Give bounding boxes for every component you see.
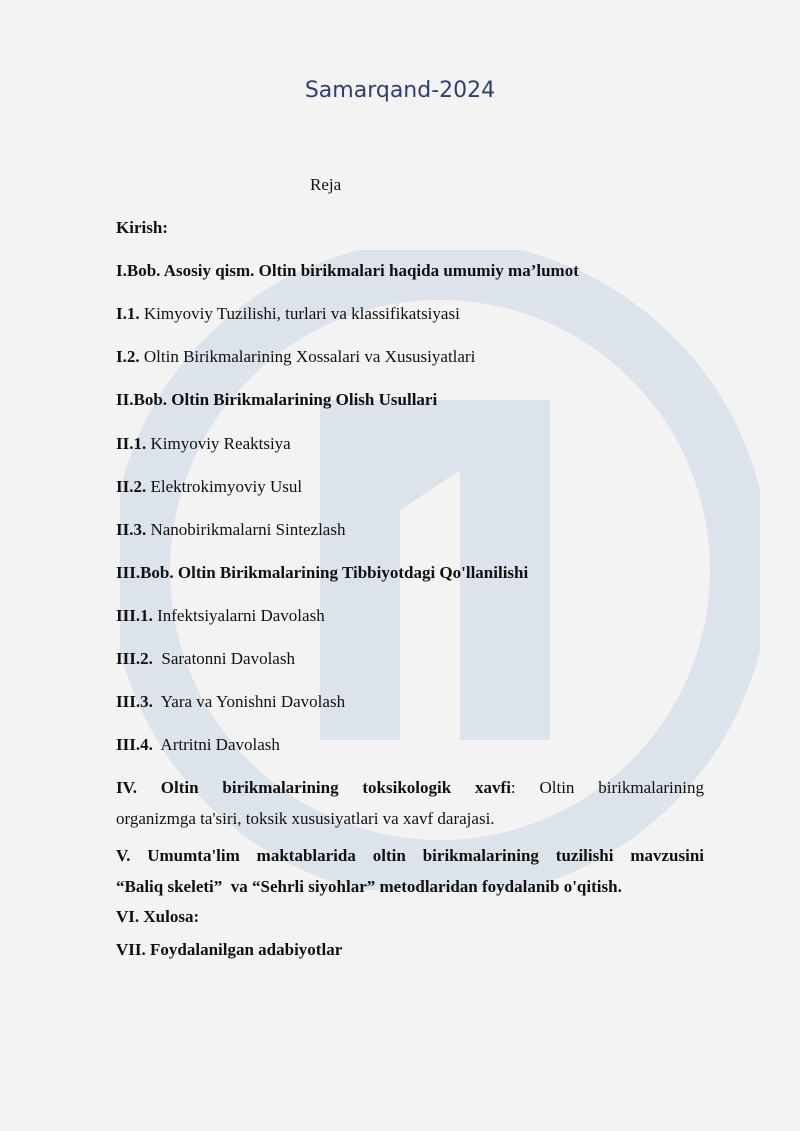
document-title: Samarqand-2024 [304, 78, 496, 103]
plan-item-intro: Kirish: [116, 218, 168, 237]
plan-item-3-1: III.1. Infektsiyalarni Davolash [116, 606, 325, 625]
plan-item-3-3: III.3. Yara va Yonishni Davolash [116, 692, 346, 711]
plan-heading: Reja [310, 175, 342, 194]
plan-item-1-2: I.2. Oltin Birikmalarining Xossalari va Xususiyatlari [116, 347, 476, 366]
plan-item-2-1: II.1. Kimyoviy Reaktsiya [116, 434, 291, 453]
plan-item-3-2: III.2. Saratonni Davolash [116, 649, 295, 668]
plan-item-2-2: II.2. Elektrokimyoviy Usul [116, 477, 303, 496]
plan-item-chapter-2: II.Bob. Oltin Birikmalarining Olish Usullari [116, 390, 438, 409]
plan-item-chapter-1: I.Bob. Asosiy qism. Oltin birikmalari haqida umumiy ma’lumot [116, 261, 579, 280]
plan-section-4: IV. Oltin birikmalarining toksikologik xavfi: Oltin birikmalarining organizmga ta'siri, toksik xususiyatlari va xavf darajasi. [116, 778, 704, 828]
plan-item-1-1: I.1. Kimyoviy Tuzilishi, turlari va klassifikatsiyasi [116, 304, 460, 323]
plan-item-3-4: III.4. Artritni Davolash [116, 735, 280, 754]
plan-section-5: V. Umumta'lim maktablarida oltin birikmalarining tuzilishi mavzusini “Baliq skeleti” va “Sehrli siyohlar” metodlaridan foydalanib o'qitish. [116, 846, 704, 896]
plan-section-6: VI. Xulosa: [116, 907, 200, 926]
plan-item-2-3: II.3. Nanobirikmalarni Sintezlash [116, 520, 346, 539]
plan-section-7: VII. Foydalanilgan adabiyotlar [116, 940, 343, 959]
plan-item-chapter-3: III.Bob. Oltin Birikmalarining Tibbiyotdagi Qo'llanilishi [116, 563, 529, 582]
